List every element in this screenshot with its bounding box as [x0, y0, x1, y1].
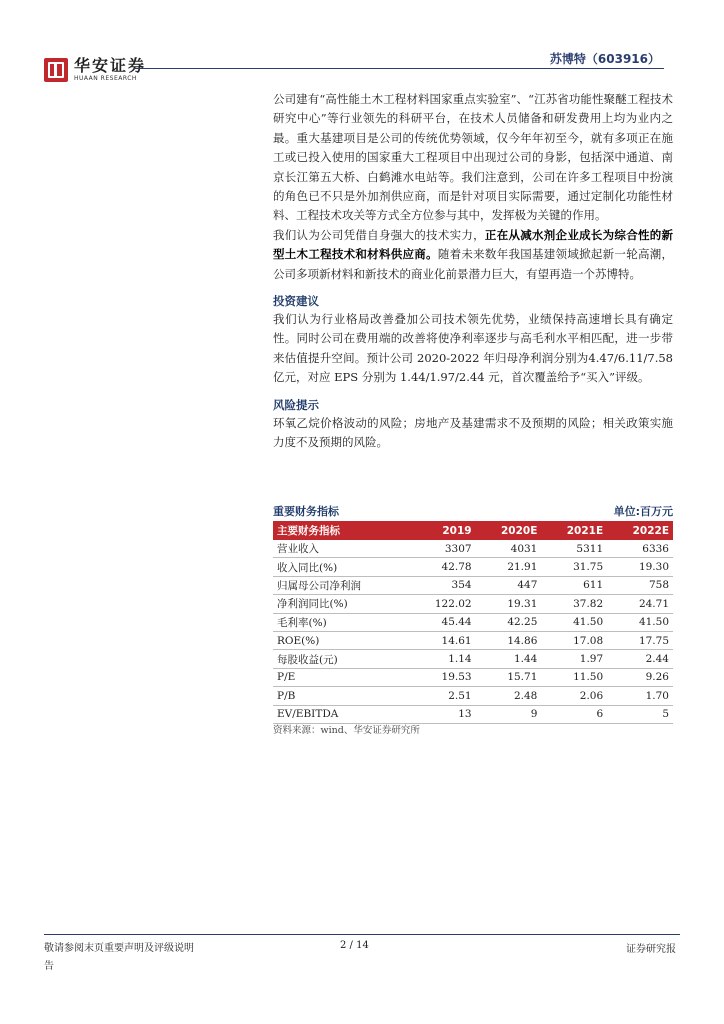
table-cell: 9.26	[607, 668, 673, 686]
table-cell: 归属母公司净利润	[273, 576, 409, 594]
table-row	[273, 705, 673, 723]
logo-seal-icon	[44, 58, 68, 82]
stock-code: 苏博特（603916）	[549, 52, 660, 66]
table-cell: 1.14	[409, 650, 475, 668]
table-cell: ROE(%)	[273, 631, 409, 649]
table-cell: 611	[541, 576, 607, 594]
table-cell: 42.78	[409, 558, 475, 576]
company-logo	[44, 57, 146, 83]
table-row	[273, 576, 673, 594]
table-cell: 11.50	[541, 668, 607, 686]
table-cell: 37.82	[541, 595, 607, 613]
financial-table	[273, 521, 673, 724]
table-cell: 14.61	[409, 631, 475, 649]
table-cell: 17.75	[607, 631, 673, 649]
data-source: 资料来源：wind、华安证券研究所	[273, 725, 420, 736]
highlight-text: 正在从减水剂企业成长为综合性的新型土木工程技术和材料供应商。	[273, 227, 674, 262]
paragraph-3: 我们认为行业格局改善叠加公司技术领先优势，业绩保持高速增长具有确定性。同时公司在费用端的改善将使净利率逐步与高毛利水平相匹配，进一步带来估值提升空间。预计公司 2020-2022 年归母净利润分别为4.47/6.11/7.58 亿元，对应 EPS 分别为 1.44/1.97/2.44 元，首次覆盖给予“买入”评级。	[273, 312, 673, 385]
header-cell: 2021E	[541, 521, 607, 540]
table-cell: 9	[476, 705, 542, 723]
table-cell: 4031	[476, 540, 542, 558]
table-caption	[273, 503, 673, 522]
logo-name-en: HUAAN RESEARCH	[74, 75, 137, 82]
table-cell: 1.97	[541, 650, 607, 668]
table-cell: 19.53	[409, 668, 475, 686]
footer-report-type: 证券研究报	[626, 944, 676, 955]
footer-disclaimer: 敬请参阅末页重要声明及评级说明 告	[44, 943, 194, 972]
table-cell: 2.44	[607, 650, 673, 668]
table-row	[273, 595, 673, 613]
table-cell: 2.51	[409, 687, 475, 705]
table-row	[273, 668, 673, 686]
table-cell: 41.50	[541, 613, 607, 631]
table-cell: EV/EBITDA	[273, 705, 409, 723]
table-cell: 17.08	[541, 631, 607, 649]
header-cell: 2020E	[476, 521, 542, 540]
table-row	[273, 558, 673, 576]
table-cell: 14.86	[476, 631, 542, 649]
table-header-row	[273, 521, 673, 540]
report-body	[273, 90, 673, 453]
table-cell: 758	[607, 576, 673, 594]
header-cell: 2022E	[607, 521, 673, 540]
table-cell: 447	[476, 576, 542, 594]
table-cell: 122.02	[409, 595, 475, 613]
paragraph-4: 环氧乙烷价格波动的风险；房地产及基建需求不及预期的风险；相关政策实施力度不及预期的风险。	[273, 415, 673, 450]
header-cell: 主要财务指标	[273, 521, 409, 540]
table-cell: 2.48	[476, 687, 542, 705]
section-title-invest: 投资建议	[273, 294, 319, 309]
table-cell: 5311	[541, 540, 607, 558]
table-title: 重要财务指标	[273, 505, 339, 518]
table-cell: 45.44	[409, 613, 475, 631]
table-cell: 营业收入	[273, 540, 409, 558]
table-cell: 6336	[607, 540, 673, 558]
table-cell: 15.71	[476, 668, 542, 686]
table-cell: 31.75	[541, 558, 607, 576]
table-cell: 21.91	[476, 558, 542, 576]
table-cell: 毛利率(%)	[273, 613, 409, 631]
table-cell: 24.71	[607, 595, 673, 613]
table-cell: 42.25	[476, 613, 542, 631]
table-cell: 6	[541, 705, 607, 723]
table-row	[273, 540, 673, 558]
page-number: 2 / 14	[340, 940, 369, 951]
table-row	[273, 687, 673, 705]
table-cell: 净利润同比(%)	[273, 595, 409, 613]
table-unit: 单位:百万元	[613, 505, 673, 518]
table-row	[273, 613, 673, 631]
logo-name-cn: 华安证券	[74, 56, 147, 75]
table-cell: 每股收益(元)	[273, 650, 409, 668]
paragraph-1: 公司建有“高性能土木工程材料国家重点实验室”、“江苏省功能性聚醚工程技术研究中心”等行业领先的科研平台，在技术人员储备和研发费用上均为业内之最。重大基建项目是公司的传统优势领域，仅今年年初至今，就有多项正在施工或已投入使用的国家重大工程项目中出现过公司的身影，包括深中通道、南京长江第五大桥、白鹤滩水电站等。我们注意到，公司在许多工程项目中扮演的角色已不只是外加剂供应商，而是针对项目实际需要，通过定制化功能性材料、工程技术攻关等方式全方位参与其中，发挥极为关键的作用。	[273, 92, 673, 223]
table-row	[273, 631, 673, 649]
table-cell: 13	[409, 705, 475, 723]
table-cell: 354	[409, 576, 475, 594]
table-row	[273, 650, 673, 668]
table-cell: 1.44	[476, 650, 542, 668]
section-title-risk: 风险提示	[273, 397, 319, 412]
table-cell: 收入同比(%)	[273, 558, 409, 576]
header-cell: 2019	[409, 521, 475, 540]
table-cell: 5	[607, 705, 673, 723]
table-cell: 41.50	[607, 613, 673, 631]
header-divider	[134, 68, 664, 69]
table-cell: 3307	[409, 540, 475, 558]
table-cell: 1.70	[607, 687, 673, 705]
paragraph-2: 我们认为公司凭借自身强大的技术实力，正在从减水剂企业成长为综合性的新型土木工程技术和材料供应商。随着未来数年我国基建领域掀起新一轮高潮，公司多项新材料和新技术的商业化前景潜力巨大，有望再造一个苏博特。	[273, 227, 674, 281]
table-cell: 2.06	[541, 687, 607, 705]
table-cell: P/B	[273, 687, 409, 705]
table-cell: P/E	[273, 668, 409, 686]
table-cell: 19.30	[607, 558, 673, 576]
table-cell: 19.31	[476, 595, 542, 613]
footer-divider	[44, 934, 680, 935]
